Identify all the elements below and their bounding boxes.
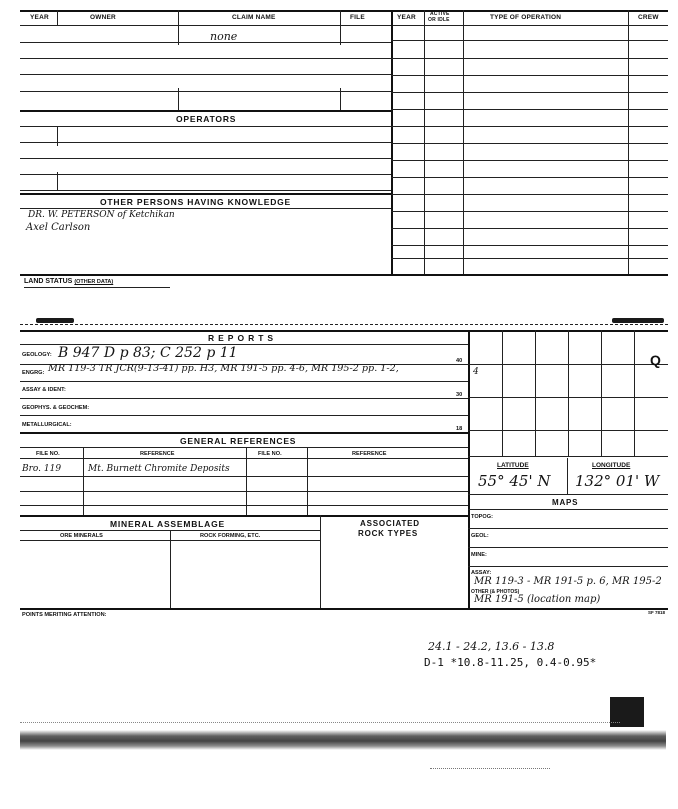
row-line [20,91,391,92]
scan-smudge [36,318,74,323]
row-line [20,42,391,43]
row-line [391,160,668,161]
mine-label: MINE: [471,552,487,558]
latitude-label: LATITUDE [497,462,529,469]
header-owner: OWNER [90,14,116,21]
grid-col [568,330,569,456]
land-status-sub: (OTHER DATA) [74,279,114,285]
row-line [20,190,391,191]
row-line [391,258,668,259]
grid-row [468,364,668,365]
scan-streak [20,730,666,750]
ref-row1-reference: Mt. Burnett Chromite Deposits [88,464,230,474]
ore-minerals-label: ORE MINERALS [60,533,103,539]
mineral-assemblage-top [20,515,468,517]
row-line [391,177,668,178]
header-crew: CREW [638,14,659,21]
land-status-text: LAND STATUS [24,278,73,285]
other-persons-label: OTHER PERSONS HAVING KNOWLEDGE [100,197,292,207]
row-line [20,74,391,75]
general-references-top [20,432,468,434]
row-line [468,494,668,495]
form-code: SF 7818 [648,610,666,615]
col-tick [57,172,58,190]
points-meriting-attention: POINTS MERITING ATTENTION: [22,612,107,618]
row-line [20,208,391,209]
metallurgical-label: METALLURGICAL: [22,422,72,428]
associated-label-2: ROCK TYPES [358,529,419,538]
dashed-line [20,324,668,325]
header-type-of-operation: TYPE OF OPERATION [490,14,562,21]
row-line [468,509,668,510]
reports-top [20,330,668,332]
row-line [468,547,668,548]
metallurgical-num: 18 [456,426,463,432]
row-line [20,158,391,159]
row-line [391,126,668,127]
assay-ident-label: ASSAY & IDENT: [22,387,66,393]
row-line [20,174,391,175]
maps-label: MAPS [552,498,579,507]
col-tick [57,126,58,146]
grid-row [468,456,668,457]
mineral-assemblage-title: MINERAL ASSEMBLAGE [110,519,225,529]
scan-noise [20,722,620,723]
engrg-label: ENGRG: [22,370,45,376]
claim-entry: none [210,30,238,43]
header-year-2: YEAR [397,14,416,21]
row-line [391,109,668,110]
geophys-label: GEOPHYS. & GEOCHEM: [22,405,90,411]
row-line [391,194,668,195]
row-line [20,381,468,382]
col-line [170,530,171,608]
scan-smudge [612,318,664,323]
col-reference-2: REFERENCE [352,451,387,457]
latitude-value: 55° 45' N [478,472,551,490]
note-line-1: 24.1 - 24.2, 13.6 - 13.8 [428,640,555,653]
header-claim-name: CLAIM NAME [232,14,276,21]
geology-num: 40 [456,358,463,364]
operators-label: OPERATORS [176,114,237,124]
header-file: FILE [350,14,365,21]
row-line [468,566,668,567]
grid-col [502,330,503,456]
ref-row1-file: Bro. 119 [22,464,62,474]
col-tick [340,88,341,110]
engrg-value: MR 119-3 TR JCR(9-13-41) pp. H3, MR 191-5 pp. 4-6, MR 195-2 pp. 1-2, [48,363,399,374]
header-year: YEAR [30,14,49,21]
row-line [20,505,468,506]
col-tick [178,10,179,25]
row-line [20,415,468,416]
note-line-2: D-1 *10.8-11.25, 0.4-0.95* [424,656,597,669]
col-tick [340,10,341,25]
assay-label: ASSAY: [471,570,492,576]
row-line [20,447,468,448]
row-line [20,476,468,477]
other-persons-top [20,193,391,195]
geology-value: B 947 D p 83; C 252 p 11 [58,345,238,361]
longitude-label: LONGITUDE [592,462,631,469]
row-line [20,458,468,459]
top-border [20,10,668,12]
header-bottom-line [20,25,668,26]
grid-col [535,330,536,456]
assay-value: MR 119-3 - MR 191-5 p. 6, MR 195-2 [474,576,662,587]
grid-row [468,430,668,431]
header-active: ACTIVE [430,11,450,17]
geology-label: GEOLOGY: [22,352,52,358]
general-references-title: GENERAL REFERENCES [180,436,297,446]
associated-label-1: ASSOCIATED [360,519,420,528]
row-line [20,491,468,492]
topog-label: TOPOG: [471,514,493,520]
other-person-1: DR. W. PETERSON of Ketchikan [28,210,175,220]
row-line [391,245,668,246]
col-tick [178,25,179,45]
row-line [20,398,468,399]
scan-noise [430,768,550,769]
reports-title: REPORTS [208,333,278,343]
bottom-border [20,608,668,610]
grid-col [634,330,635,456]
other-photos-value: MR 191-5 (location map) [474,594,601,605]
col-tick [57,10,58,25]
section-marker: Q [650,352,661,368]
row-line [20,126,391,127]
row-line [20,142,391,143]
row-line [391,92,668,93]
row-line [391,211,668,212]
lat-long-divider [567,458,568,494]
row-line [391,40,668,41]
assay-ident-num: 30 [456,392,463,398]
row-line [391,228,668,229]
operators-top [20,110,391,112]
col-reference: REFERENCE [140,451,175,457]
top-section-bottom [20,274,668,276]
longitude-value: 132° 01' W [575,472,660,490]
row-line [391,58,668,59]
col-tick [340,25,341,45]
row-line [468,528,668,529]
col-file-no-2: FILE NO. [258,451,282,457]
land-status-underline [24,287,170,288]
other-photos-label: OTHER (& PHOTOS) [471,589,520,595]
header-or-idle: OR IDLE [428,17,450,23]
geol-label: GEOL: [471,533,489,539]
col-tick [178,88,179,110]
land-status-label [24,278,113,285]
rock-forming-label: ROCK FORMING, ETC. [200,533,261,539]
engrg-tail: 4 [473,367,479,377]
grid-row [468,397,668,398]
row-line [20,58,391,59]
row-line [391,143,668,144]
row-line [391,75,668,76]
col-line [320,515,321,608]
other-person-2: Axel Carlson [26,222,91,233]
col-file-no: FILE NO. [36,451,60,457]
grid-col [601,330,602,456]
